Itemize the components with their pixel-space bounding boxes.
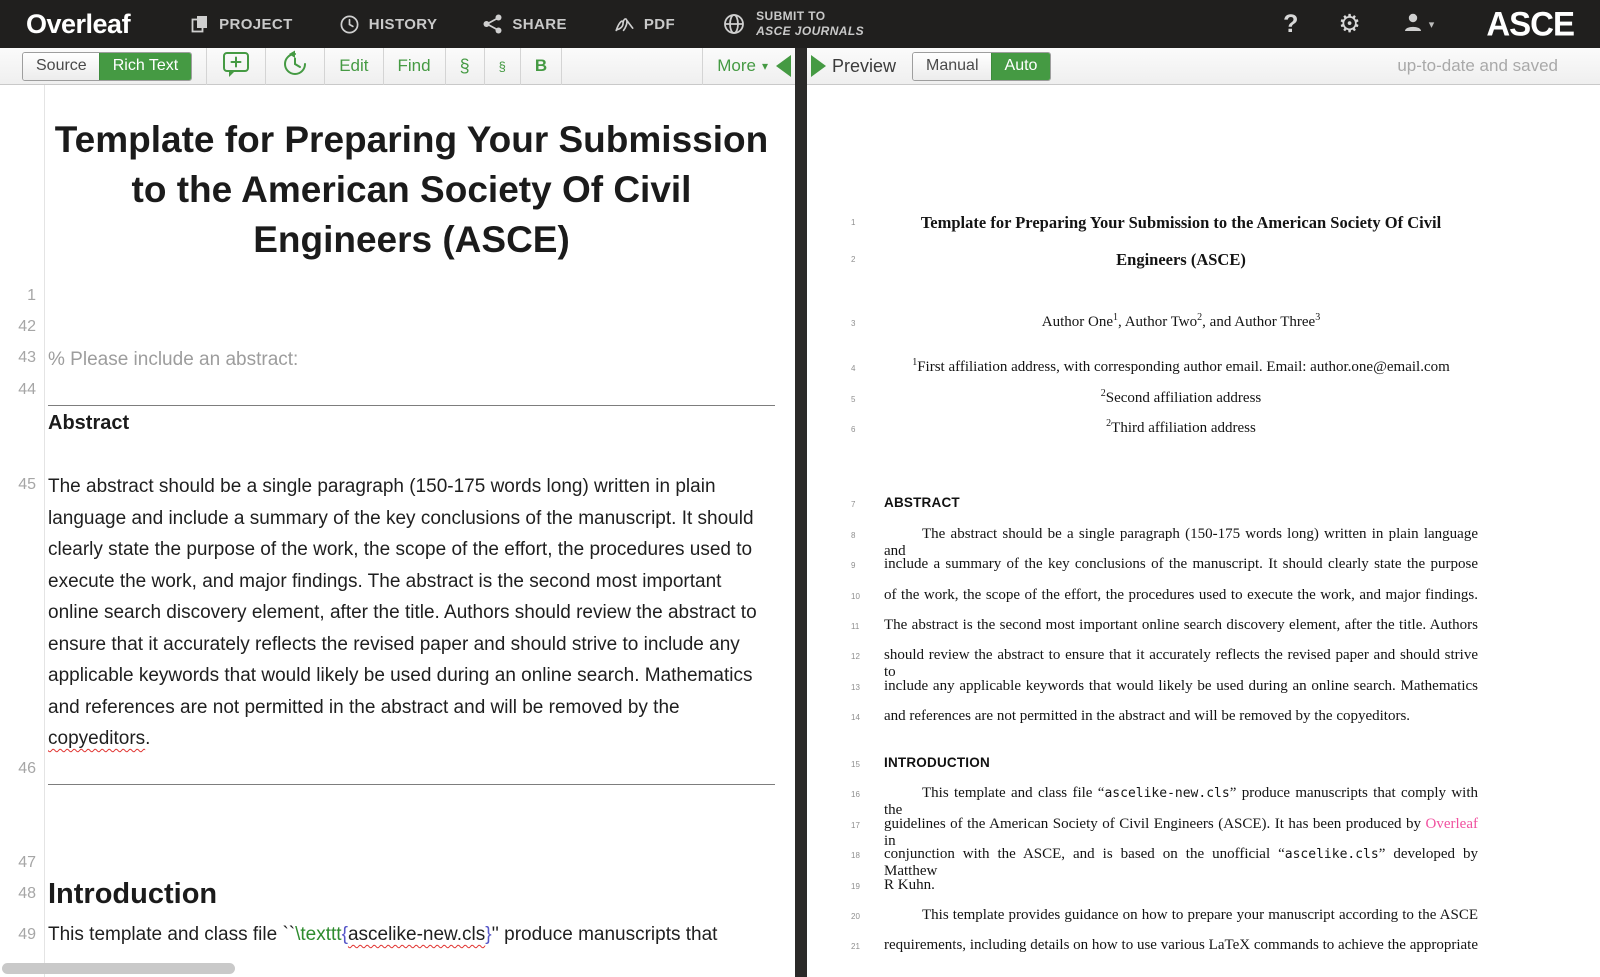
pdf-line-number: 7 <box>851 500 856 509</box>
line-number: 47 <box>18 854 36 871</box>
pdf-line <box>807 390 1600 407</box>
bold-button[interactable] <box>521 48 562 85</box>
document-title[interactable] <box>48 115 775 265</box>
track-changes-button[interactable] <box>266 48 325 85</box>
pdf-line-number: 11 <box>851 622 860 631</box>
bold-icon: B <box>534 56 548 75</box>
richtext-editor-pane[interactable] <box>0 85 795 977</box>
misspelled-word: copyeditors <box>48 728 146 749</box>
add-comment-button[interactable] <box>207 48 266 85</box>
text-segment: guidelines of the American Society of Civil Engineers (ASCE). It has been produced by <box>884 816 1426 832</box>
pdf-line-number: 3 <box>851 319 856 328</box>
affiliation-text: Third affiliation address <box>1111 420 1256 436</box>
tex-quote: '' <box>491 924 499 945</box>
overleaf-logo[interactable]: Overleaf <box>26 8 131 39</box>
title-line: to the American Society Of Civil <box>131 169 692 210</box>
edit-label: Edit <box>339 56 369 75</box>
line-number: 46 <box>18 760 36 777</box>
pdf-abstract-heading: ABSTRACT <box>884 495 960 510</box>
paragraph-line: and references are not permitted in the abstract and will be removed by the <box>48 696 680 718</box>
section-rule <box>48 784 775 785</box>
share-button[interactable] <box>483 14 567 34</box>
abstract-paragraph[interactable] <box>48 471 778 755</box>
pdf-body-line: and references are not permitted in the abstract and will be removed by the copyeditors. <box>884 708 1411 724</box>
line-number: 43 <box>18 349 36 366</box>
pdf-line <box>807 846 1600 880</box>
pdf-title-line: Engineers (ASCE) <box>1116 250 1246 269</box>
paragraph-line: execute the work, and major findings. The abstract is the second most important <box>48 570 722 592</box>
pdf-line-number: 5 <box>851 395 856 404</box>
introduction-heading[interactable]: Introduction <box>48 878 218 910</box>
pdf-line <box>807 250 1600 270</box>
pdf-line <box>807 647 1600 681</box>
auto-compile-button[interactable]: Auto <box>991 52 1052 81</box>
line-number: 42 <box>18 318 36 335</box>
line-number: 44 <box>18 381 36 398</box>
text-segment: produce manuscripts that <box>498 924 718 945</box>
history-label: HISTORY <box>368 15 438 33</box>
pdf-body-line: This template provides guidance on how to prepare your manuscript according to the ASCE <box>922 907 1478 923</box>
save-status: up-to-date and saved <box>1397 56 1558 75</box>
pdf-line-number: 8 <box>851 531 856 540</box>
author-superscript: 1 <box>1113 312 1119 323</box>
pdf-line-number: 21 <box>851 942 860 951</box>
pdf-line <box>807 785 1600 819</box>
pdf-introduction-heading: INTRODUCTION <box>884 755 990 770</box>
line-number: 1 <box>27 287 36 304</box>
paragraph-line: ensure that it accurately reflects the revised paper and should strive to include any <box>48 633 740 655</box>
pdf-line <box>807 556 1600 573</box>
pdf-affiliation-line <box>884 359 1478 376</box>
gear-icon[interactable]: ⚙ <box>1338 9 1361 38</box>
pdf-authors-line <box>884 314 1478 331</box>
pdf-body-line: include any applicable keywords that would likely be used during an online search. Mathematics <box>884 678 1478 694</box>
gutter-separator <box>44 85 45 977</box>
find-label: Find <box>397 56 431 75</box>
paragraph-line: online search discovery element, after the title. Authors should review the abstract to <box>48 602 757 623</box>
pdf-line <box>807 213 1600 233</box>
submit-labels <box>756 9 864 39</box>
subsection-icon: § <box>498 58 506 74</box>
pdf-body-line: The abstract is the second most important online search discovery element, after the title. Authors <box>884 617 1478 633</box>
pdf-line-number: 2 <box>851 255 856 264</box>
collapse-editor-control <box>776 55 795 77</box>
author-name: Author One <box>1041 314 1114 330</box>
pdf-line-number: 4 <box>851 364 856 373</box>
preview-label: Preview <box>832 55 897 76</box>
pdf-line-number: 20 <box>851 912 860 921</box>
pdf-line <box>807 937 1600 954</box>
affiliation-superscript: 2 <box>1100 388 1106 399</box>
overleaf-link[interactable]: Overleaf <box>1425 816 1478 832</box>
pdf-body-line: The abstract should be a single paragraph (150-175 words long) written in plain language and <box>884 526 1478 559</box>
line-number: 48 <box>18 885 36 902</box>
toolbar-spacer <box>562 48 703 85</box>
paragraph-line: clearly state the purpose of the work, the scope of the effort, the procedures used to <box>48 539 753 560</box>
topbar-right-group <box>1283 5 1574 43</box>
manual-compile-button[interactable]: Manual <box>913 53 991 80</box>
clock-icon <box>339 14 360 35</box>
affiliation-superscript: 2 <box>1106 418 1112 429</box>
tex-command: \texttt <box>295 924 342 945</box>
caret-down-icon: ▾ <box>761 59 768 73</box>
asce-journals-label: ASCE JOURNALS <box>756 24 864 38</box>
pdf-body-line: R Kuhn. <box>884 877 935 893</box>
project-button[interactable] <box>190 14 293 34</box>
pdf-line <box>807 526 1600 560</box>
asce-logo[interactable]: ASCE <box>1486 4 1574 43</box>
pdf-line <box>807 816 1600 850</box>
line-number: 45 <box>18 476 36 493</box>
project-pages-icon <box>190 14 210 34</box>
horizontal-scrollbar-thumb[interactable] <box>2 963 235 974</box>
pdf-line-number: 9 <box>851 561 856 570</box>
text-segment: ” developed by Matthew <box>884 846 1478 879</box>
subsection-button[interactable] <box>485 48 521 85</box>
source-richtext-toggle <box>22 52 192 81</box>
pdf-line-number: 18 <box>851 851 860 860</box>
edit-button[interactable] <box>325 48 383 85</box>
affiliation-superscript: 1 <box>912 357 918 368</box>
text-segment: conjunction with the ASCE, and is based on the unofficial “ <box>884 846 1285 862</box>
pdf-line-number: 1 <box>851 218 856 227</box>
mode-toggle <box>0 48 207 85</box>
editor-toolbar <box>0 48 795 85</box>
more-label: More <box>717 56 756 75</box>
pdf-body-line <box>884 785 1478 819</box>
pdf-line-number: 17 <box>851 821 860 830</box>
author-superscript: 3 <box>1315 312 1321 323</box>
pdf-line <box>807 314 1600 331</box>
pdf-line-number: 16 <box>851 790 860 799</box>
affiliation-text: Second affiliation address <box>1105 390 1262 406</box>
paragraph-line: language and include a summary of the key conclusions of the manuscript. It should <box>48 507 754 529</box>
pane-resize-divider[interactable] <box>795 48 807 977</box>
project-label: PROJECT <box>219 15 293 33</box>
pdf-line-number: 6 <box>851 425 856 434</box>
pdf-line-number: 14 <box>851 713 860 722</box>
acrobat-pdf-icon <box>613 14 635 34</box>
history-clock-icon <box>280 50 310 83</box>
share-label: SHARE <box>512 15 567 33</box>
monospace-filename: ascelike-new.cls <box>1104 786 1230 801</box>
preview-toolbar <box>807 48 1600 85</box>
user-icon <box>1401 10 1425 39</box>
tex-quote: `` <box>282 924 296 945</box>
pdf-body-line: of the work, the scope of the effort, the procedures used to execute the work, and major findings. <box>884 587 1478 603</box>
pdf-title-line: Template for Preparing Your Submission to the American Society Of Civil <box>920 213 1442 232</box>
more-button[interactable] <box>703 48 776 85</box>
pdf-body-line: should review the abstract to ensure that it accurately reflects the revised paper and should strive to <box>884 647 1478 680</box>
pdf-line <box>807 708 1600 725</box>
history-button[interactable] <box>339 14 438 35</box>
richtext-mode-button[interactable]: Rich Text <box>99 52 193 81</box>
pdf-line <box>807 359 1600 376</box>
help-icon[interactable]: ? <box>1283 9 1299 38</box>
pdf-line-number: 10 <box>851 592 860 601</box>
tex-argument: ascelike-new.cls <box>347 924 486 945</box>
share-icon <box>483 14 503 34</box>
text-segment: This template and class file <box>48 924 283 945</box>
compile-mode-toggle <box>912 52 1051 81</box>
top-bar <box>0 0 1600 48</box>
pdf-button[interactable] <box>613 14 675 34</box>
pdf-body-line <box>884 846 1478 880</box>
author-name: , and Author Three <box>1202 314 1316 330</box>
pdf-line-number: 19 <box>851 882 860 891</box>
account-menu-button[interactable] <box>1401 10 1435 39</box>
pdf-body-line: requirements, including details on how to use various LaTeX commands to achieve the appropriate <box>884 937 1478 953</box>
find-button[interactable] <box>384 48 446 85</box>
pdf-line <box>807 420 1600 437</box>
pdf-affiliation-line <box>884 420 1478 437</box>
globe-icon <box>721 11 747 37</box>
pdf-label: PDF <box>643 15 676 33</box>
punctuation: . <box>145 728 151 749</box>
pdf-line <box>807 617 1600 634</box>
text-segment: ” produce manuscripts that comply with the <box>884 785 1478 818</box>
caret-down-icon: ▾ <box>1428 18 1435 31</box>
top-menu <box>190 9 864 39</box>
monospace-filename: ascelike.cls <box>1284 847 1379 862</box>
pdf-line <box>807 678 1600 695</box>
section-rule <box>48 405 775 406</box>
paragraph-line: The abstract should be a single paragraph (150-175 words long) written in plain <box>48 476 716 497</box>
affiliation-text: First affiliation address, with corresponding author email. Email: author.one@email.com <box>917 359 1450 375</box>
tex-brace: { <box>341 924 348 945</box>
source-mode-button[interactable]: Source <box>23 53 100 80</box>
pdf-line <box>807 907 1600 924</box>
collapse-left-icon[interactable] <box>776 55 791 77</box>
expand-preview-control <box>807 55 826 77</box>
latex-comment-line[interactable]: % Please include an abstract: <box>48 349 299 370</box>
pdf-line-number: 12 <box>851 652 860 661</box>
paragraph-line <box>48 723 778 755</box>
pdf-line <box>807 755 1600 770</box>
pdf-line <box>807 877 1600 894</box>
author-superscript: 2 <box>1197 312 1203 323</box>
pdf-line <box>807 495 1600 510</box>
line-number: 49 <box>18 926 36 943</box>
section-button[interactable] <box>446 48 485 85</box>
abstract-heading[interactable]: Abstract <box>48 412 130 434</box>
submit-to-label: SUBMIT TO <box>756 9 826 23</box>
text-segment: This template and class file “ <box>922 785 1105 801</box>
text-segment: in <box>884 833 896 849</box>
pdf-affiliation-line <box>884 390 1478 407</box>
paragraph-line: applicable keywords that would likely be used during an online search. Mathematics <box>48 665 753 686</box>
section-icon: § <box>459 55 470 76</box>
pdf-line-number: 13 <box>851 683 860 692</box>
intro-first-line[interactable] <box>48 924 778 946</box>
pdf-preview-pane[interactable] <box>807 85 1600 977</box>
comment-plus-icon <box>221 50 251 83</box>
expand-right-icon[interactable] <box>811 55 826 77</box>
author-name: , Author Two <box>1118 314 1198 330</box>
pdf-line <box>807 587 1600 604</box>
title-line: Template for Preparing Your Submission <box>54 119 769 160</box>
pdf-body-line <box>884 816 1478 850</box>
submit-to-asce-button[interactable] <box>721 9 864 39</box>
title-line: Engineers (ASCE) <box>253 219 570 260</box>
pdf-line-number: 15 <box>851 760 860 769</box>
tex-brace: } <box>485 924 492 945</box>
pdf-body-line: include a summary of the key conclusions of the manuscript. It should clearly state the purpose <box>884 556 1478 572</box>
